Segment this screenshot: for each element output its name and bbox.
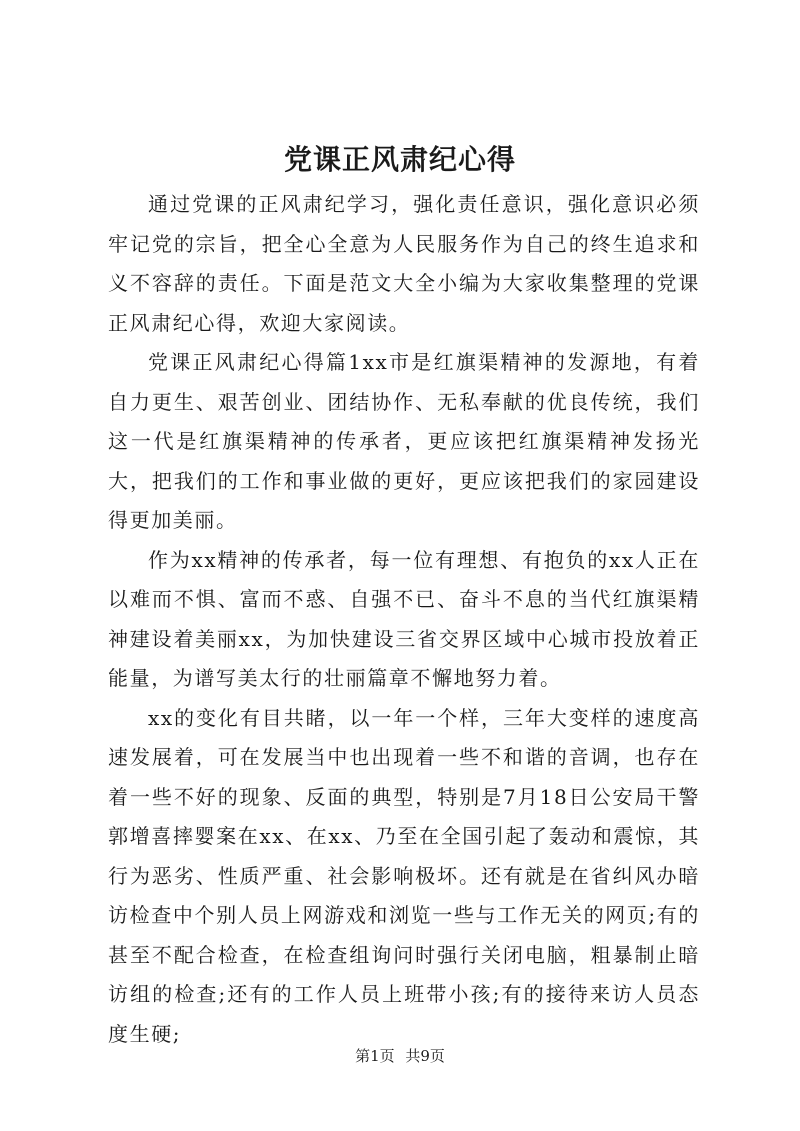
document-title: 党课正风肃纪心得	[283, 143, 516, 176]
page-number: 第1页	[355, 1047, 395, 1065]
page-footer	[0, 1046, 800, 1066]
paragraph-intro: 通过党课的正风肃纪学习，强化责任意识，强化意识必须牢记党的宗旨，把全心全意为人民服务作为自己的终生追求和义不容辞的责任。下面是范文大全小编为大家收集整理的党课正风肃纪心得，欢迎大家阅读。	[108, 192, 700, 335]
page-total: 共9页	[405, 1047, 445, 1065]
paragraph-1: 党课正风肃纪心得篇1xx市是红旗渠精神的发源地，有着自力更生、艰苦创业、团结协作、无私奉献的优良传统，我们这一代是红旗渠精神的传承者，更应该把红旗渠精神发扬光大，把我们的工作和事业做的更好，更应该把我们的家园建设得更加美丽。	[108, 350, 700, 532]
paragraph-3: xx的变化有目共睹，以一年一个样，三年大变样的速度高速发展着，可在发展当中也出现着一些不和谐的音调，也存在着一些不好的现象、反面的典型，特别是7月18日公安局干警郭增喜摔婴案在xx、在xx、乃至在全国引起了轰动和震惊，其行为恶劣、性质严重、社会影响极坏。还有就是在省纠风办暗访检查中个别人员上网游戏和浏览一些与工作无关的网页;有的甚至不配合检查，在检查组询问时强行关闭电脑，粗暴制止暗访组的检查;还有的工作人员上班带小孩;有的接待来访人员态度生硬;	[108, 705, 700, 1046]
document-body	[108, 185, 700, 1054]
paragraph-2: 作为xx精神的传承者，每一位有理想、有抱负的xx人正在以难而不惧、富而不惑、自强不已、奋斗不息的当代红旗渠精神建设着美丽xx，为加快建设三省交界区域中心城市投放着正能量，为谱写美太行的壮丽篇章不懈地努力着。	[108, 547, 700, 690]
